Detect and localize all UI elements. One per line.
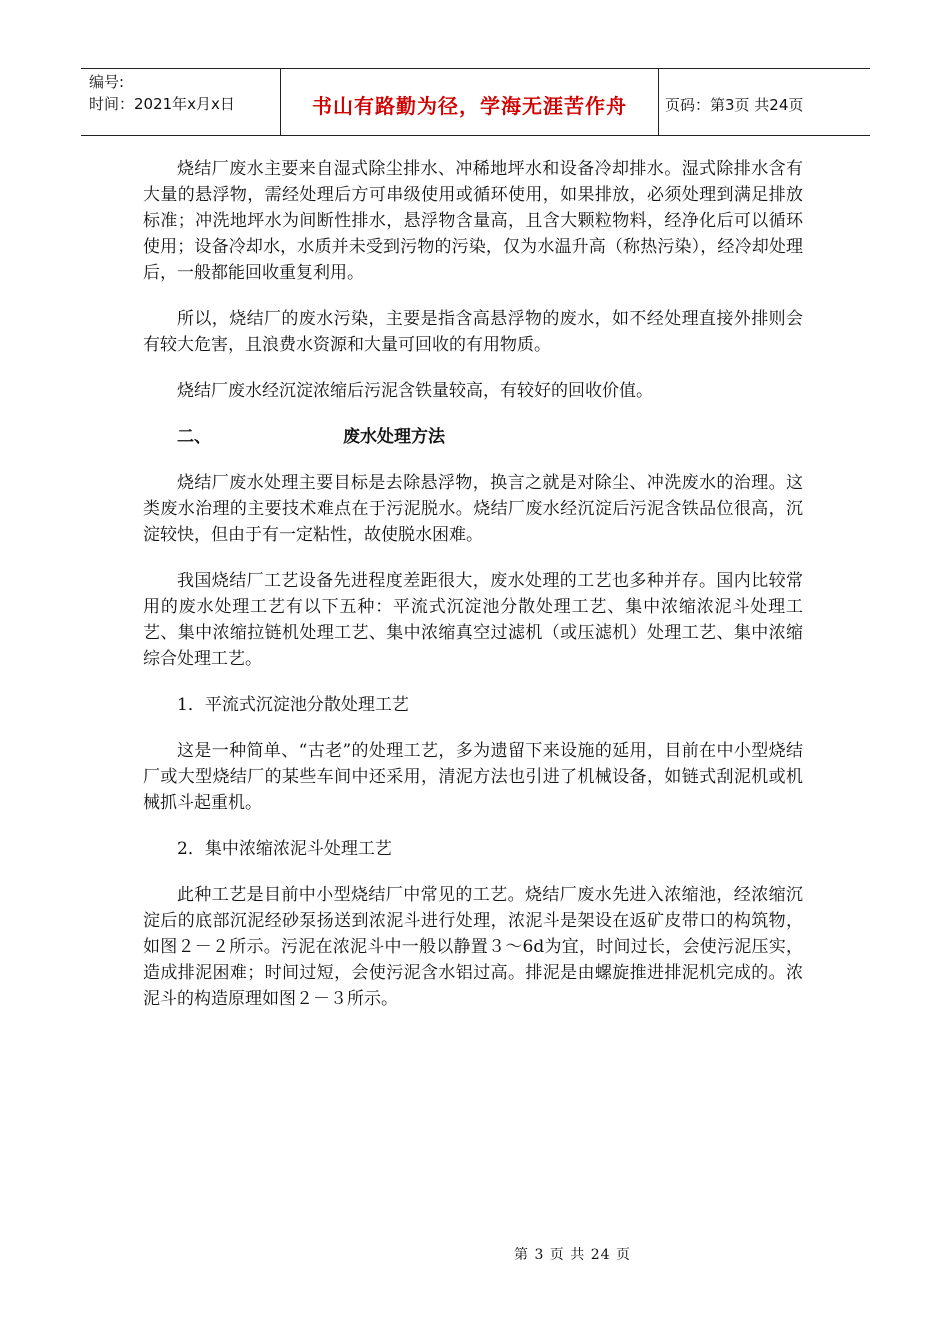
header-motto: 书山有路勤为径，学海无涯苦作舟 <box>281 69 659 135</box>
paragraph: 所以，烧结厂的废水污染，主要是指含高悬浮物的废水，如不经处理直接外排则会有较大危害，且浪费水资源和大量可回收的有用物质。 <box>143 309 803 355</box>
paragraph: 此种工艺是目前中小型烧结厂中常见的工艺。烧结厂废水先进入浓缩池，经浓缩沉淀后的底部沉泥经砂泵扬送到浓泥斗进行处理，浓泥斗是架设在返矿皮带口的构筑物，如图２－２所示。污泥在浓泥斗中一般以静置３～6d为宜，时间过长，会使污泥压实，造成排泥困难；时间过短，会使污泥含水铝过高。排泥是由螺旋推进排泥机完成的。浓泥斗的构造原理如图２－３所示。 <box>143 885 803 1009</box>
paragraph: 这是一种简单、“古老”的处理工艺，多为遗留下来设施的延用，目前在中小型烧结厂或大型烧结厂的某些车间中还采用，清泥方法也引进了机械设备，如链式刮泥机或机械抓斗起重机。 <box>143 741 803 813</box>
paragraph: 我国烧结厂工艺设备先进程度差距很大，废水处理的工艺也多种并存。国内比较常用的废水处理工艺有以下五种：平流式沉淀池分散处理工艺、集中浓缩浓泥斗处理工艺、集中浓缩拉链机处理工艺、集中浓缩真空过滤机（或压滤机）处理工艺、集中浓缩综合处理工艺。 <box>143 571 803 669</box>
document-body <box>143 156 803 1032</box>
section-title: 废水处理方法 <box>343 427 445 447</box>
page-header <box>81 68 870 136</box>
section-number: 二、 <box>177 427 211 447</box>
number-label: 编号: <box>89 73 125 91</box>
subsection-heading: 2．集中浓缩浓泥斗处理工艺 <box>177 839 392 859</box>
paragraph: 烧结厂废水处理主要目标是去除悬浮物，换言之就是对除尘、冲洗废水的治理。这类废水治理的主要技术难点在于污泥脱水。烧结厂废水经沉淀后污泥含铁品位很高，沉淀较快，但由于有一定粘性，故使脱水困难。 <box>143 473 803 545</box>
header-page-info: 页码：第3页 共24页 <box>665 95 804 114</box>
time-label: 时间：2021年x月x日 <box>89 95 235 113</box>
paragraph: 烧结厂废水主要来自湿式除尘排水、冲稀地坪水和设备冷却排水。湿式除排水含有大量的悬浮物，需经处理后方可串级使用或循环使用，如果排放，必须处理到满足排放标准；冲洗地坪水为间断性排水，悬浮物含量高，且含大颗粒物料，经净化后可以循环使用；设备冷却水，水质并未受到污物的污染，仅为水温升高（称热污染），经冷却处理后，一般都能回收重复利用。 <box>143 159 803 283</box>
page-footer: 第 3 页 共 24 页 <box>514 1247 631 1263</box>
paragraph: 烧结厂废水经沉淀浓缩后污泥含铁量较高，有较好的回收价值。 <box>177 381 653 401</box>
subsection-heading: 1．平流式沉淀池分散处理工艺 <box>177 695 409 715</box>
section-heading <box>143 424 803 450</box>
header-meta <box>81 69 281 135</box>
